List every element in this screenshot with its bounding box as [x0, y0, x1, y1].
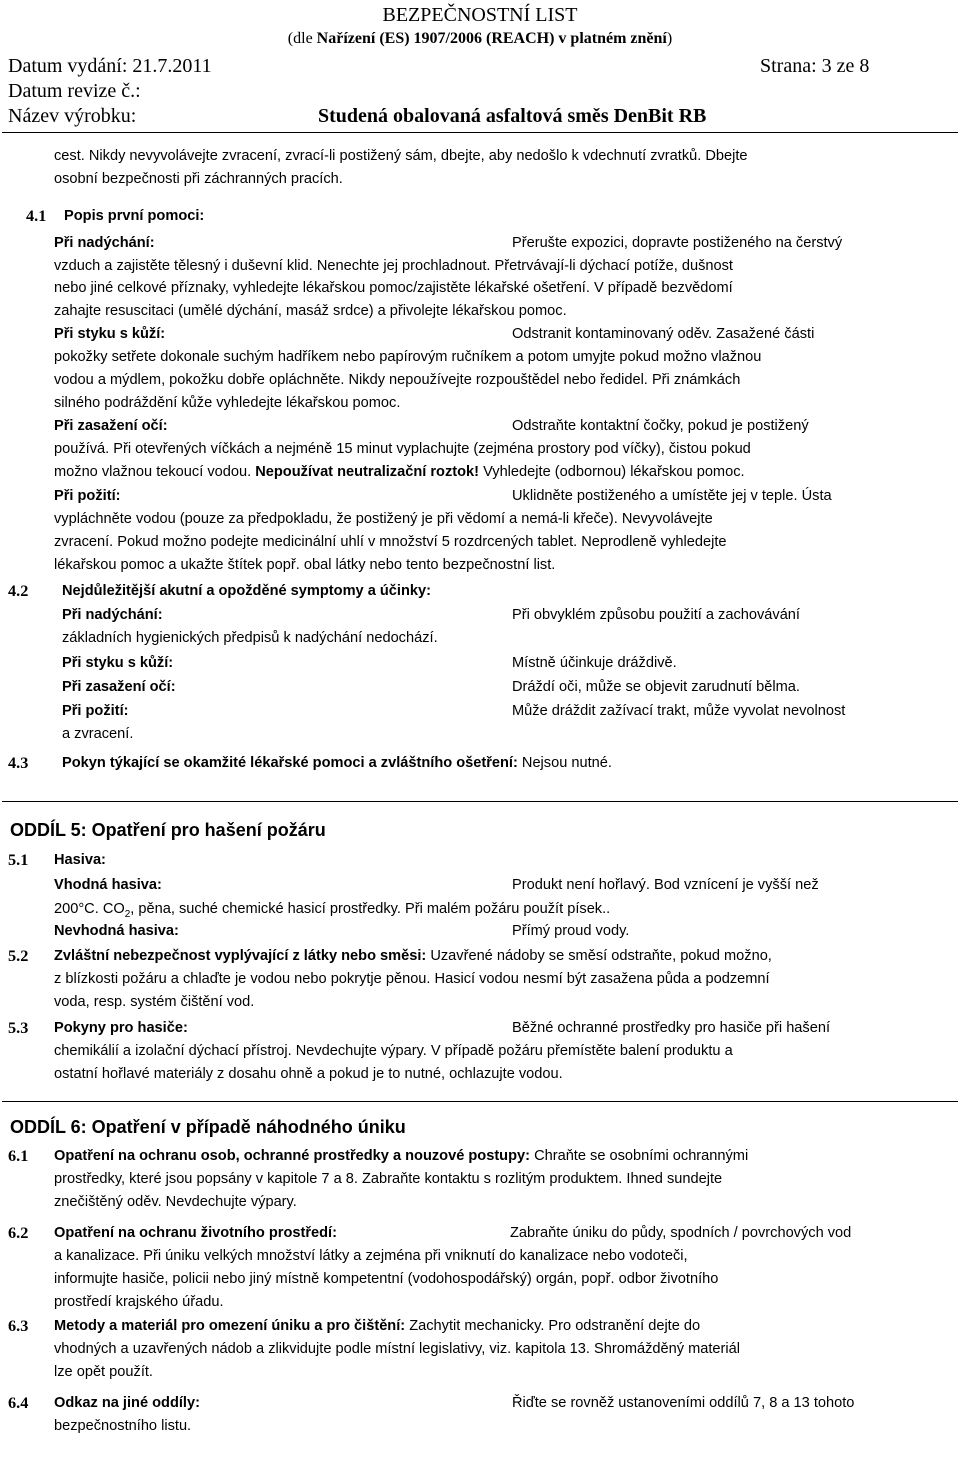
firefighter-advice-line-3: ostatní hořlavé materiály z dosahu ohně a pokud je to nutné, ochlazujte vodou.	[54, 1066, 563, 1082]
page-number: Strana: 3 ze 8	[760, 55, 870, 77]
symptom-ingestion-label: Při požití:	[62, 703, 129, 719]
heading-4-1: Popis první pomoci:	[64, 208, 205, 224]
ingestion-label: Při požití:	[54, 488, 121, 504]
firefighter-advice-line-1: Běžné ochranné prostředky pro hasiče při hašení	[512, 1020, 831, 1036]
document-title: BEZPEČNOSTNÍ LIST	[382, 4, 578, 26]
item-number-5-3: 5.3	[8, 1018, 29, 1037]
symptom-skin-label: Při styku s kůží:	[62, 655, 174, 671]
ingestion-text-2: vypláchněte vodou (pouze za předpokladu, že postižený je při vědomí a nemá-li křeče). Nevyvolávejte	[54, 511, 713, 527]
issue-date: Datum vydání: 21.7.2011	[8, 55, 212, 77]
other-sections-line-2: bezpečnostního listu.	[54, 1418, 192, 1434]
product-label: Název výrobku:	[8, 105, 137, 127]
product-name: Studená obalovaná asfaltová směs DenBit RB	[318, 105, 707, 127]
symptom-skin-text: Místně účinkuje dráždivě.	[512, 655, 677, 671]
symptom-inhalation-label: Při nadýchání:	[62, 607, 163, 623]
item-number-6-4: 6.4	[8, 1393, 29, 1412]
item-number-5-2: 5.2	[8, 946, 29, 965]
environmental-precautions-line-3: informujte hasiče, policii nebo jiný místně kompetentní (vodohospodářský) orgán, popř. odbor životního	[54, 1271, 719, 1287]
heading-6-4: Odkaz na jiné oddíly:	[54, 1395, 200, 1411]
symptom-ingestion-text-2: a zvracení.	[62, 726, 134, 742]
skin-label: Při styku s kůží:	[54, 326, 166, 342]
environmental-precautions-line-2: a kanalizace. Při úniku velkých množství látky a zejména při vniknutí do kanalizace nebo vodoteči,	[54, 1248, 688, 1264]
inhalation-label: Při nadýchání:	[54, 235, 155, 251]
skin-text-1: Odstranit kontaminovaný oděv. Zasažené části	[512, 326, 815, 342]
environmental-precautions-line-4: prostředí krajského úřadu.	[54, 1294, 224, 1310]
item-number-6-2: 6.2	[8, 1223, 29, 1242]
inhalation-text-3: nebo jiné celkové příznaky, vyhledejte lékařskou pomoc/zajistěte lékařské ošetření. V případě bezvědomí	[54, 280, 733, 296]
personal-precautions-line-3: znečištěný oděv. Nevdechujte výpary.	[54, 1194, 297, 1210]
intro-line-1: cest. Nikdy nevyvolávejte zvracení, zvrací-li postižený sám, dbejte, aby nedošlo k vdechnutí zvratků. Dbejte	[54, 148, 748, 164]
heading-5-3: Pokyny pro hasiče:	[54, 1020, 188, 1036]
symptom-inhalation-text-1: Při obvyklém způsobu použití a zachovávání	[512, 607, 800, 623]
ingestion-text-1: Uklidněte postiženého a umístěte jej v teple. Ústa	[512, 488, 832, 504]
containment-methods-line-2: vhodných a uzavřených nádob a zlikvidujte podle místní legislativy, viz. kapitola 13. Shromážděný materiál	[54, 1341, 740, 1357]
containment-methods-line-3: lze opět použít.	[54, 1364, 153, 1380]
special-hazards-line-2: z blízkosti požáru a chlaďte je vodou nebo pokrytje pěnou. Hasicí vodou nesmí být zasažena půda a podzemní	[54, 971, 770, 987]
item-number-6-3: 6.3	[8, 1316, 29, 1335]
special-hazards-line-1: Zvláštní nebezpečnost vyplývající z látky nebo směsi: Uzavřené nádoby se směsí odstraňte, pokud možno,	[54, 948, 772, 964]
heading-5-1: Hasiva:	[54, 852, 106, 868]
inhalation-text-2: vzduch a zajistěte tělesný i duševní klid. Nenechte jej prochladnout. Přetrvávají-li dýchací potíže, dušnost	[54, 258, 733, 274]
eye-text-1: Odstraňte kontaktní čočky, pokud je postižený	[512, 418, 809, 434]
unsuitable-media-label: Nevhodná hasiva:	[54, 923, 179, 939]
suitable-media-text-2: 200°C. $CO_2$, pěna, suché chemické hasicí prostředky. Při malém požáru použít písek..	[54, 901, 611, 920]
unsuitable-media-text: Přímý proud vody.	[512, 923, 630, 939]
symptom-inhalation-text-2: základních hygienických předpisů k nadýchání nedochází.	[62, 630, 438, 646]
revision-date: Datum revize č.:	[8, 80, 141, 102]
item-number-4-1: 4.1	[26, 206, 47, 225]
intro-line-2: osobní bezpečnosti při záchranných pracích.	[54, 171, 343, 187]
personal-precautions-line-2: prostředky, které jsou popsány v kapitole 7 a 8. Zabraňte kontaktu s rozlitým produktem. Ihned sundejte	[54, 1171, 723, 1187]
item-number-4-3: 4.3	[8, 753, 29, 772]
inhalation-text-1: Přerušte expozici, dopravte postiženého na čerstvý	[512, 235, 843, 251]
document-subtitle: (dle Nařízení (ES) 1907/2006 (REACH) v platném znění)	[287, 30, 673, 47]
item-number-4-2: 4.2	[8, 581, 29, 600]
eye-text-2: používá. Při otevřených víčkách a nejméně 15 minut vyplachujte (zejména prostory pod víčky), čistou pokud	[54, 441, 751, 457]
suitable-media-label: Vhodná hasiva:	[54, 877, 162, 893]
ingestion-text-3: zvracení. Pokud možno podejte medicinální uhlí v množství 5 rozdrcených tablet. Neprodleně vyhledejte	[54, 534, 727, 550]
other-sections-line-1: Řiďte se rovněž ustanoveními oddílů 7, 8 a 13 tohoto	[512, 1395, 855, 1411]
heading-6-2: Opatření na ochranu životního prostředí:	[54, 1225, 337, 1241]
containment-methods-line-1: Metody a materiál pro omezení úniku a pro čištění: Zachytit mechanicky. Pro odstranění dejte do	[54, 1318, 701, 1334]
skin-text-4: silného podráždění kůže vyhledejte lékařskou pomoc.	[54, 395, 401, 411]
symptom-eye-label: Při zasažení očí:	[62, 679, 176, 695]
header-divider	[2, 132, 958, 133]
eye-label: Při zasažení očí:	[54, 418, 168, 434]
section-divider-5	[2, 801, 958, 802]
inhalation-text-4: zahajte resuscitaci (umělé dýchání, masáž srdce) a přivolejte lékařskou pomoc.	[54, 303, 567, 319]
ingestion-text-4: lékařskou pomoc a ukažte štítek popř. obal látky nebo tento bezpečnostní list.	[54, 557, 556, 573]
skin-text-2: pokožky setřete dokonale suchým hadříkem nebo papírovým ručníkem a potom umyjte pokud možno vlažnou	[54, 349, 762, 365]
heading-4-2: Nejdůležitější akutní a opožděné symptomy a účinky:	[62, 583, 431, 599]
section-6-title: ODDÍL 6: Opatření v případě náhodného úniku	[10, 1117, 406, 1137]
skin-text-3: vodou a mýdlem, pokožku dobře opláchněte. Nikdy nepoužívejte rozpouštědel nebo ředidel. Při známkách	[54, 372, 741, 388]
item-number-6-1: 6.1	[8, 1146, 29, 1165]
heading-4-3: Pokyn týkající se okamžité lékařské pomoci a zvláštního ošetření: Nejsou nutné.	[62, 755, 612, 771]
suitable-media-text-1: Produkt není hořlavý. Bod vznícení je vyšší než	[512, 877, 819, 893]
eye-text-3: možno vlažnou tekoucí vodou. Nepoužívat neutralizační roztok! Vyhledejte (odbornou) lékařskou pomoc.	[54, 464, 745, 480]
special-hazards-line-3: voda, resp. systém čištění vod.	[54, 994, 255, 1010]
environmental-precautions-line-1: Zabraňte úniku do půdy, spodních / povrchových vod	[510, 1225, 852, 1241]
section-divider-6	[2, 1101, 958, 1102]
section-5-title: ODDÍL 5: Opatření pro hašení požáru	[10, 820, 326, 840]
symptom-ingestion-text-1: Může dráždit zažívací trakt, může vyvolat nevolnost	[512, 703, 846, 719]
symptom-eye-text: Dráždí oči, může se objevit zarudnutí bělma.	[512, 679, 800, 695]
item-number-5-1: 5.1	[8, 850, 29, 869]
personal-precautions-line-1: Opatření na ochranu osob, ochranné prostředky a nouzové postupy: Chraňte se osobními ochrannými	[54, 1148, 749, 1164]
firefighter-advice-line-2: chemikálií a izolační dýchací přístroj. Nevdechujte výpary. V případě požáru přemístěte balení produktu a	[54, 1043, 733, 1059]
